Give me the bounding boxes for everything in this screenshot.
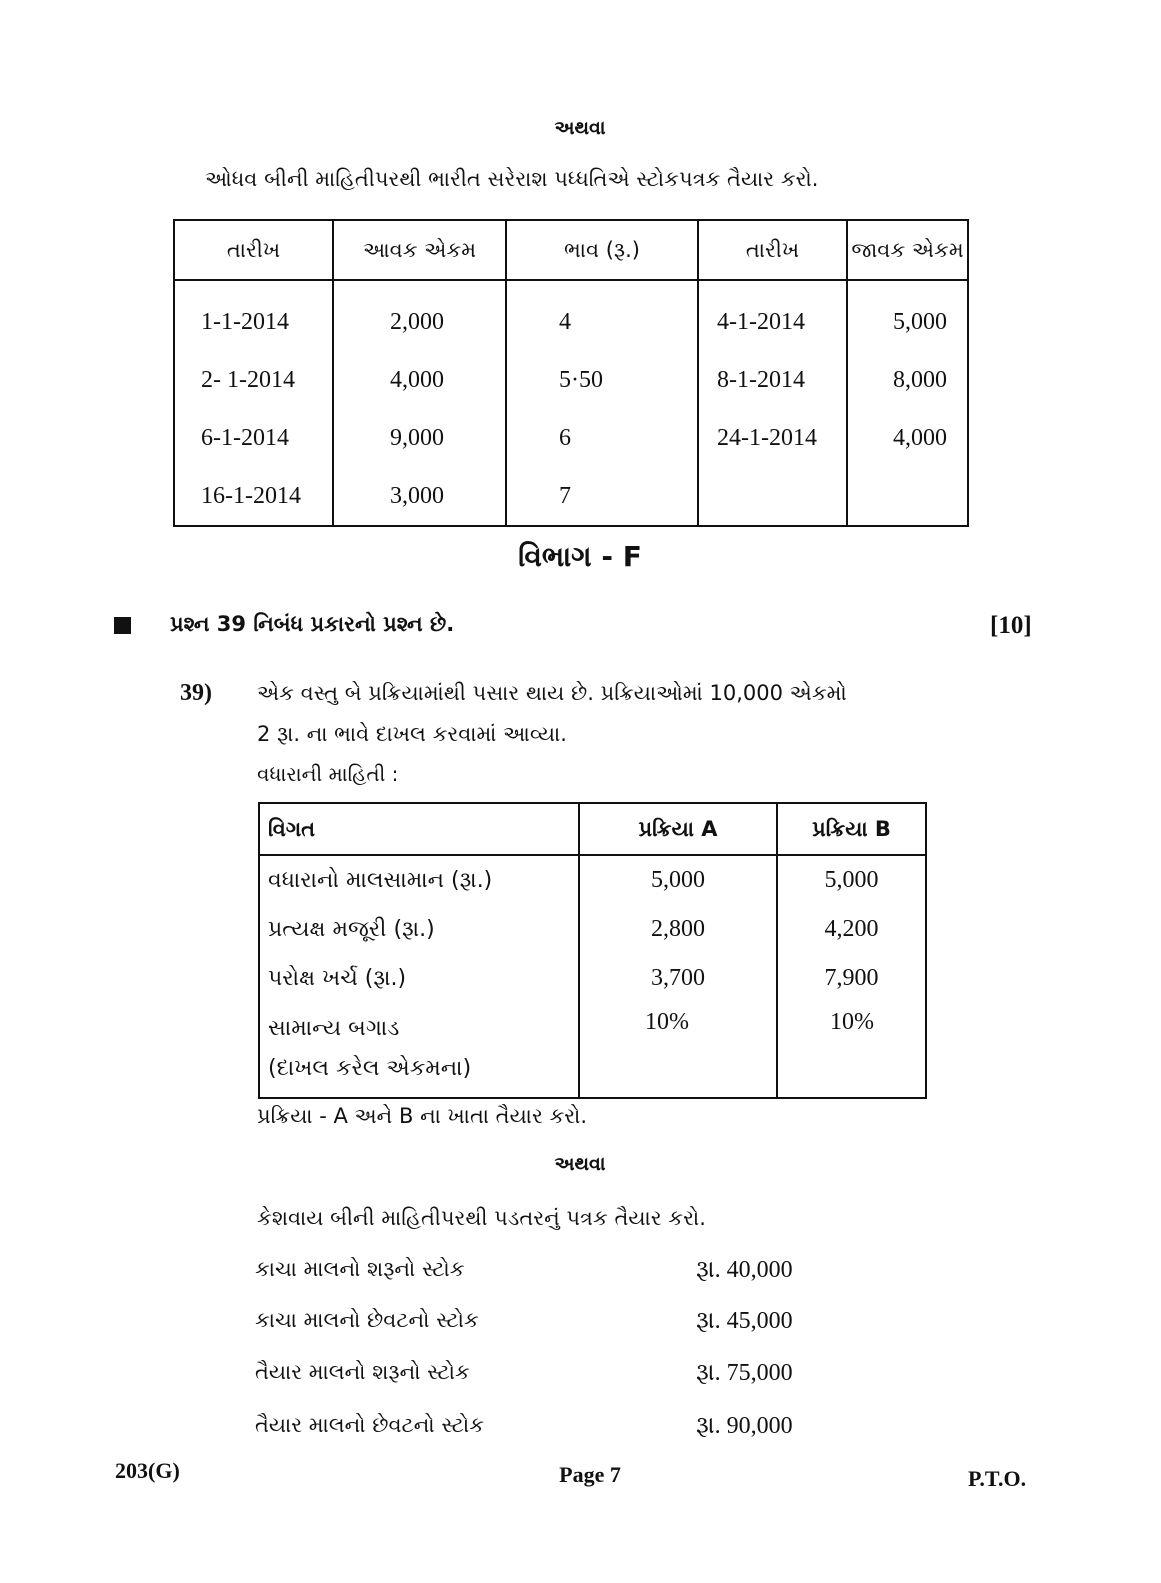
list-item-label: કાચા માલનો છેવટનો સ્ટોક [255,1308,479,1332]
header-date-out: તારીખ [698,220,847,280]
list-item-amount: રૂા. 45,000 [696,1308,793,1334]
table-row [259,855,926,905]
cell-process-a: 10% [579,1003,777,1098]
cell-rate: 5·50 [506,351,698,409]
pto-label: P.T.O. [968,1466,1027,1491]
cell-date-out [698,467,847,526]
q39-instruction: પ્રક્રિયા - A અને B ના ખાતા તૈયાર કરો. [257,1104,588,1128]
cell-rate: 6 [506,409,698,467]
cell-date-out: 8-1-2014 [698,351,847,409]
normal-loss-label: સામાન્ય બગાડ [268,1016,400,1041]
normal-loss-sublabel: (દાખલ કરેલ એકમના) [268,1056,472,1081]
table-row [174,467,968,526]
list-item-amount: રૂા. 40,000 [696,1257,793,1283]
table-row [174,409,968,467]
process-table [258,802,927,1099]
q39-text-line-2: 2 રૂા. ના ભાવે દાખલ કરવામાં આવ્યા. [257,722,567,746]
bullet-square-icon [114,617,131,634]
cell-particular: વધારાનો માલસામાન (રૂા.) [259,855,579,905]
list-item-amount: રૂા. 75,000 [696,1360,793,1386]
cell-date-in: 16-1-2014 [174,467,333,526]
list-item-label: તૈયાર માલનો શરૂનો સ્ટોક [255,1360,470,1384]
list-item [255,1413,835,1453]
cell-receipt-units: 4,000 [333,351,506,409]
header-process-a: પ્રક્રિયા A [579,803,777,855]
header-rate: ભાવ (રૂ.) [506,220,698,280]
stock-table [173,219,969,527]
cell-issue-units [847,467,968,526]
header-issue-units: જાવક એકમ [847,220,968,280]
table-row [174,280,968,351]
header-date-in: તારીખ [174,220,333,280]
page-number: Page 7 [559,1462,621,1487]
cell-process-a: 5,000 [579,855,777,905]
cell-date-in: 6-1-2014 [174,409,333,467]
list-item [255,1360,835,1400]
cell-process-b: 7,900 [777,954,926,1003]
cell-process-a: 2,800 [579,905,777,954]
paper-code: 203(G) [115,1458,180,1483]
list-item [255,1308,835,1348]
cell-issue-units: 5,000 [847,280,968,351]
list-item [255,1257,835,1297]
cell-rate: 4 [506,280,698,351]
cell-process-b: 10% [777,1003,926,1098]
list-item-label: તૈયાર માલનો છેવટનો સ્ટોક [255,1413,485,1437]
q39-text-line-1: એક વસ્તુ બે પ્રક્રિયામાંથી પસાર થાય છે. પ્રક્રિયાઓમાં 10,000 એકમો [257,681,847,705]
cell-date-in: 2- 1-2014 [174,351,333,409]
cell-particular-normal-loss [259,1003,579,1098]
cell-issue-units: 8,000 [847,351,968,409]
table-row [259,1003,926,1098]
cell-process-b: 4,200 [777,905,926,954]
stock-question-instruction: ઓધવ બીની માહિતીપરથી ભારીત સરેરાશ પધ્ધતિએ સ્ટોકપત્રક તૈયાર કરો. [205,167,819,191]
cell-date-out: 24-1-2014 [698,409,847,467]
table-row [259,905,926,954]
cell-date-in: 1-1-2014 [174,280,333,351]
cell-receipt-units: 3,000 [333,467,506,526]
cell-process-a: 3,700 [579,954,777,1003]
cell-issue-units: 4,000 [847,409,968,467]
question-number: 39) [180,680,212,706]
header-receipt-units: આવક એકમ [333,220,506,280]
cell-date-out: 4-1-2014 [698,280,847,351]
header-particulars: વિગત [259,803,579,855]
list-item-amount: રૂા. 90,000 [696,1413,793,1439]
or-heading-middle: અથવા [554,1153,606,1175]
process-table-header-row [259,803,926,855]
marks-label: [10] [990,612,1032,639]
cell-particular: પરોક્ષ ખર્ચ (રૂા.) [259,954,579,1003]
list-item-label: કાચા માલનો શરૂનો સ્ટોક [255,1257,465,1281]
cell-receipt-units: 2,000 [333,280,506,351]
cell-particular: પ્રત્યક્ષ મજૂરી (રૂા.) [259,905,579,954]
q39-text-line-3: વધારાની માહિતી : [257,762,399,786]
alt-question-instruction: કેશવાય બીની માહિતીપરથી પડતરનું પત્રક તૈયાર કરો. [257,1206,706,1230]
stock-table-header-row [174,220,968,280]
cell-rate: 7 [506,467,698,526]
cell-receipt-units: 9,000 [333,409,506,467]
cell-process-b: 5,000 [777,855,926,905]
section-title: વિભાગ - F [518,540,642,573]
table-row [174,351,968,409]
or-heading-top: અથવા [554,117,606,139]
table-row [259,954,926,1003]
header-process-b: પ્રક્રિયા B [777,803,926,855]
question-header: પ્રશ્ન 39 નિબંધ પ્રકારનો પ્રશ્ન છે. [170,612,455,636]
